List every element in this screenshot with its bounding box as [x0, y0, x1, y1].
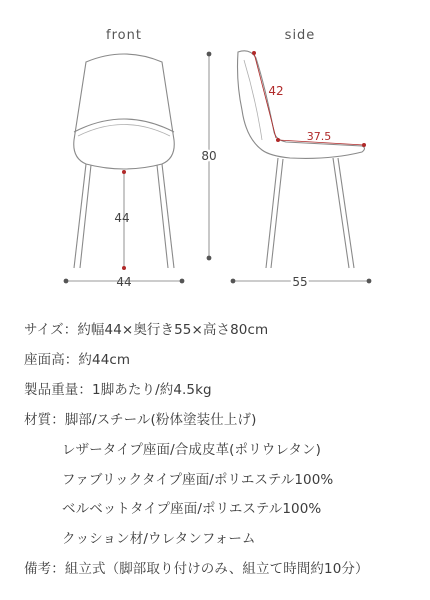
- back-height-dimension: [252, 51, 284, 138]
- seat-height-value: 44: [114, 211, 130, 225]
- seat-depth-dimension: [276, 130, 366, 147]
- spec-weight-value: 1脚あたり/約4.5kg: [92, 382, 212, 398]
- spec-material-label: 材質：: [24, 412, 65, 428]
- side-view-chair: [238, 51, 365, 268]
- spec-material-line: ベルベットタイプ座面/ポリエステル100%: [62, 501, 322, 517]
- spec-notes: [24, 557, 369, 577]
- spec-weight: [24, 378, 212, 398]
- back-height-value: 42: [268, 84, 284, 98]
- spec-material-line: レザータイプ座面/合成皮革(ポリウレタン): [62, 442, 321, 458]
- front-view-label: front: [106, 28, 142, 43]
- spec-seat-label: 座面高：: [24, 352, 79, 368]
- side-depth-dimension: [231, 275, 372, 289]
- spec-weight-label: 製品重量：: [24, 382, 92, 398]
- spec-notes-label: 備考：: [24, 561, 65, 577]
- side-view-label: side: [284, 28, 316, 43]
- spec-material: [24, 408, 256, 428]
- total-height-dimension: [201, 52, 216, 261]
- side-depth-value: 55: [292, 275, 308, 289]
- seat-depth-value: 37.5: [306, 130, 332, 143]
- spec-size: [24, 318, 268, 338]
- spec-seat-height: [24, 348, 130, 368]
- spec-notes-value: 組立式（脚部取り付けのみ、組立て時間約10分）: [64, 561, 369, 577]
- front-width-dimension: [64, 275, 185, 289]
- front-width-value: 44: [116, 275, 132, 289]
- spec-size-label: サイズ：: [24, 322, 78, 338]
- front-seat-height-dimension: [114, 170, 129, 270]
- total-height-value: 80: [201, 149, 217, 163]
- spec-material-line: ファブリックタイプ座面/ポリエステル100%: [62, 472, 334, 488]
- spec-material-line: 脚部/スチール(粉体塗装仕上げ): [64, 412, 257, 428]
- spec-seat-value: 約44cm: [78, 352, 131, 368]
- spec-material-line: クッション材/ウレタンフォーム: [62, 531, 256, 547]
- spec-size-value: 約幅44×奥行き55×高さ80cm: [77, 322, 269, 338]
